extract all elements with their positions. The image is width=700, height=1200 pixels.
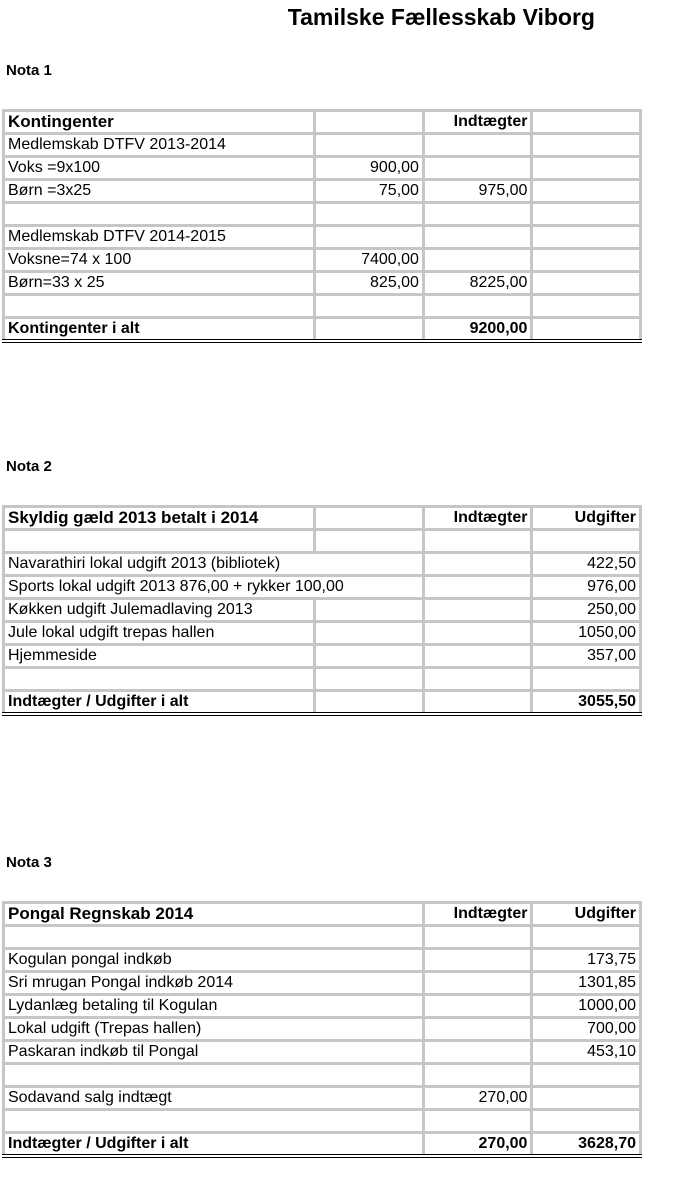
row-income xyxy=(423,949,532,972)
row-expense: 976,00 xyxy=(532,576,641,599)
table-row xyxy=(4,180,641,203)
table-row xyxy=(4,553,641,576)
row-description: Kogulan pongal indkøb xyxy=(4,949,424,972)
row-income xyxy=(423,1018,532,1041)
row-description: Medlemskab DTFV 2014-2015 xyxy=(4,226,315,249)
row-description xyxy=(4,668,315,691)
header-description: Skyldig gæld 2013 betalt i 2014 xyxy=(4,507,315,530)
row-col-b xyxy=(315,530,424,553)
table-row xyxy=(4,949,641,972)
row-col-d xyxy=(532,249,641,272)
row-income xyxy=(423,645,532,668)
row-description: Hjemmeside xyxy=(4,645,315,668)
row-income xyxy=(423,995,532,1018)
row-col-b xyxy=(315,645,424,668)
table-row xyxy=(4,1018,641,1041)
nota-1-label: Nota 1 xyxy=(6,62,52,79)
header-income: Indtægter xyxy=(423,507,532,530)
table-row xyxy=(4,530,641,553)
row-description xyxy=(4,530,315,553)
row-col-d xyxy=(532,180,641,203)
row-col-b xyxy=(315,599,424,622)
table-row xyxy=(4,622,641,645)
row-expense: 453,10 xyxy=(532,1041,641,1064)
table-row xyxy=(4,1087,641,1110)
nota-2-label: Nota 2 xyxy=(6,458,52,475)
row-amount: 7400,00 xyxy=(315,249,424,272)
table-row xyxy=(4,157,641,180)
table-row xyxy=(4,576,641,599)
table-row xyxy=(4,134,641,157)
row-income xyxy=(423,530,532,553)
row-col-d xyxy=(532,272,641,295)
row-description: Sports lokal udgift 2013 876,00 + rykker 100,00 xyxy=(4,576,315,599)
table-row xyxy=(4,668,641,691)
header-col-b xyxy=(315,507,424,530)
nota-3-label: Nota 3 xyxy=(6,854,52,871)
total-label: Kontingenter i alt xyxy=(4,318,315,342)
row-expense xyxy=(532,1110,641,1133)
header-col-b xyxy=(315,111,424,134)
row-expense xyxy=(532,1064,641,1087)
row-description: Børn=33 x 25 xyxy=(4,272,315,295)
row-expense xyxy=(532,926,641,949)
row-description xyxy=(4,1110,424,1133)
total-row xyxy=(4,1133,641,1157)
row-income xyxy=(423,926,532,949)
row-col-d xyxy=(532,226,641,249)
header-description: Pongal Regnskab 2014 xyxy=(4,903,424,926)
row-expense xyxy=(532,668,641,691)
row-description: Voksne=74 x 100 xyxy=(4,249,315,272)
row-income: 8225,00 xyxy=(423,272,532,295)
total-label: Indtægter / Udgifter i alt xyxy=(4,1133,424,1157)
row-amount: 75,00 xyxy=(315,180,424,203)
total-row xyxy=(4,318,641,342)
row-description: Jule lokal udgift trepas hallen xyxy=(4,622,315,645)
table-row xyxy=(4,972,641,995)
table-row xyxy=(4,1110,641,1133)
row-col-d xyxy=(532,134,641,157)
row-income: 975,00 xyxy=(423,180,532,203)
row-income xyxy=(423,622,532,645)
row-description: Lokal udgift (Trepas hallen) xyxy=(4,1018,424,1041)
header-expenses: Udgifter xyxy=(532,507,641,530)
row-description: Køkken udgift Julemadlaving 2013 xyxy=(4,599,315,622)
row-amount: 825,00 xyxy=(315,272,424,295)
row-expense xyxy=(532,530,641,553)
row-expense: 173,75 xyxy=(532,949,641,972)
total-label: Indtægter / Udgifter i alt xyxy=(4,691,315,715)
row-expense: 357,00 xyxy=(532,645,641,668)
total-income xyxy=(423,691,532,715)
nota-2-table xyxy=(2,505,642,716)
total-col-d xyxy=(532,318,641,342)
row-expense: 1050,00 xyxy=(532,622,641,645)
row-col-d xyxy=(532,295,641,318)
row-expense: 700,00 xyxy=(532,1018,641,1041)
page-title: Tamilske Fællesskab Viborg xyxy=(287,4,595,30)
total-col-b xyxy=(315,318,424,342)
row-amount xyxy=(315,203,424,226)
row-description: Medlemskab DTFV 2013-2014 xyxy=(4,134,315,157)
row-expense: 422,50 xyxy=(532,553,641,576)
header-income: Indtægter xyxy=(423,111,532,134)
table-row xyxy=(4,1064,641,1087)
row-income: 270,00 xyxy=(423,1087,532,1110)
row-expense: 1000,00 xyxy=(532,995,641,1018)
row-income xyxy=(423,1064,532,1087)
table-row xyxy=(4,295,641,318)
table-header-row xyxy=(4,111,641,134)
row-description xyxy=(4,926,424,949)
total-expense: 3055,50 xyxy=(532,691,641,715)
row-description: Sri mrugan Pongal indkøb 2014 xyxy=(4,972,424,995)
row-income xyxy=(423,249,532,272)
table-header-row xyxy=(4,507,641,530)
header-col-d xyxy=(532,111,641,134)
row-expense xyxy=(532,1087,641,1110)
row-description: Voks =9x100 xyxy=(4,157,315,180)
row-income xyxy=(423,134,532,157)
table-row xyxy=(4,272,641,295)
row-income xyxy=(423,553,532,576)
row-description xyxy=(4,203,315,226)
row-income xyxy=(423,226,532,249)
row-income xyxy=(423,668,532,691)
row-income xyxy=(423,295,532,318)
row-amount: 900,00 xyxy=(315,157,424,180)
row-amount xyxy=(315,295,424,318)
row-income xyxy=(423,599,532,622)
header-income: Indtægter xyxy=(423,903,532,926)
row-col-d xyxy=(532,157,641,180)
row-income xyxy=(423,576,532,599)
row-income xyxy=(423,972,532,995)
row-expense: 1301,85 xyxy=(532,972,641,995)
row-income xyxy=(423,1110,532,1133)
row-col-b xyxy=(315,553,424,576)
row-income xyxy=(423,203,532,226)
row-income xyxy=(423,1041,532,1064)
total-income: 9200,00 xyxy=(423,318,532,342)
table-row xyxy=(4,1041,641,1064)
row-expense: 250,00 xyxy=(532,599,641,622)
table-row xyxy=(4,926,641,949)
row-col-b xyxy=(315,622,424,645)
total-expense: 3628,70 xyxy=(532,1133,641,1157)
row-description: Paskaran indkøb til Pongal xyxy=(4,1041,424,1064)
row-amount xyxy=(315,226,424,249)
row-amount xyxy=(315,134,424,157)
row-description: Sodavand salg indtægt xyxy=(4,1087,424,1110)
row-description xyxy=(4,295,315,318)
table-row xyxy=(4,599,641,622)
row-description xyxy=(4,1064,424,1087)
total-income: 270,00 xyxy=(423,1133,532,1157)
row-description: Børn =3x25 xyxy=(4,180,315,203)
total-row xyxy=(4,691,641,715)
row-description: Lydanlæg betaling til Kogulan xyxy=(4,995,424,1018)
row-col-b xyxy=(315,668,424,691)
table-row xyxy=(4,645,641,668)
header-description: Kontingenter xyxy=(4,111,315,134)
table-row xyxy=(4,203,641,226)
row-income xyxy=(423,157,532,180)
nota-3-table xyxy=(2,901,642,1158)
table-row xyxy=(4,226,641,249)
table-row xyxy=(4,995,641,1018)
row-description: Navarathiri lokal udgift 2013 (bibliotek) xyxy=(4,553,315,576)
total-col-b xyxy=(315,691,424,715)
table-header-row xyxy=(4,903,641,926)
header-expenses: Udgifter xyxy=(532,903,641,926)
row-col-d xyxy=(532,203,641,226)
nota-1-table xyxy=(2,109,642,343)
table-row xyxy=(4,249,641,272)
